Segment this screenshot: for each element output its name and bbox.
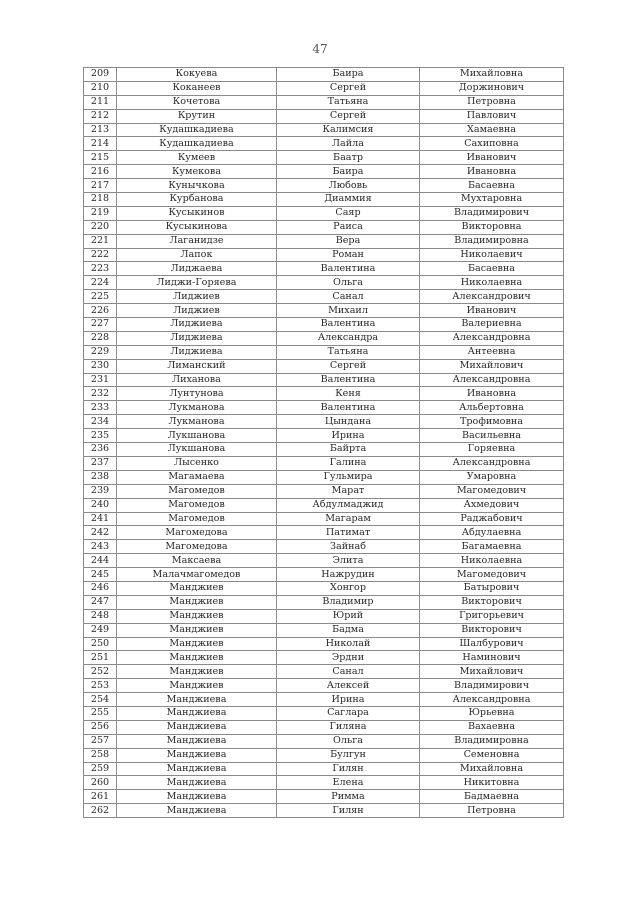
- first-name-cell: Николай: [277, 637, 420, 651]
- row-number-cell: 247: [84, 595, 117, 609]
- first-name-cell: Саяр: [277, 206, 420, 220]
- last-name-cell: Курбанова: [117, 193, 277, 207]
- row-number-cell: 231: [84, 373, 117, 387]
- table-row: [84, 679, 564, 693]
- patronymic-cell: Батырович: [420, 581, 564, 595]
- patronymic-cell: Павлович: [420, 109, 564, 123]
- table-row: [84, 234, 564, 248]
- first-name-cell: Баатр: [277, 151, 420, 165]
- row-number-cell: 213: [84, 123, 117, 137]
- table-row: [84, 373, 564, 387]
- table-row: [84, 193, 564, 207]
- last-name-cell: Коканеев: [117, 81, 277, 95]
- row-number-cell: 218: [84, 193, 117, 207]
- table-row: [84, 734, 564, 748]
- first-name-cell: Валентина: [277, 401, 420, 415]
- first-name-cell: Елена: [277, 776, 420, 790]
- page-number: 47: [312, 42, 328, 56]
- row-number-cell: 248: [84, 609, 117, 623]
- row-number-cell: 225: [84, 290, 117, 304]
- table-row: [84, 109, 564, 123]
- table-row: [84, 68, 564, 82]
- row-number-cell: 243: [84, 540, 117, 554]
- patronymic-cell: Петровна: [420, 804, 564, 818]
- patronymic-cell: Мухтаровна: [420, 193, 564, 207]
- last-name-cell: Магомедов: [117, 512, 277, 526]
- table-row: [84, 790, 564, 804]
- first-name-cell: Римма: [277, 790, 420, 804]
- patronymic-cell: Михайлович: [420, 359, 564, 373]
- row-number-cell: 227: [84, 318, 117, 332]
- row-number-cell: 235: [84, 429, 117, 443]
- table-row: [84, 151, 564, 165]
- patronymic-cell: Ивановна: [420, 387, 564, 401]
- last-name-cell: Манджиев: [117, 623, 277, 637]
- last-name-cell: Лукманова: [117, 401, 277, 415]
- first-name-cell: Санал: [277, 290, 420, 304]
- last-name-cell: Лукшанова: [117, 429, 277, 443]
- names-table-body: [84, 68, 564, 818]
- first-name-cell: Магарам: [277, 512, 420, 526]
- last-name-cell: Лиджи-Горяева: [117, 276, 277, 290]
- first-name-cell: Галина: [277, 456, 420, 470]
- first-name-cell: Валентина: [277, 318, 420, 332]
- first-name-cell: Баира: [277, 165, 420, 179]
- table-row: [84, 762, 564, 776]
- patronymic-cell: Доржинович: [420, 81, 564, 95]
- last-name-cell: Манджиева: [117, 706, 277, 720]
- last-name-cell: Лунтунова: [117, 387, 277, 401]
- last-name-cell: Манджиева: [117, 776, 277, 790]
- table-row: [84, 554, 564, 568]
- table-row: [84, 706, 564, 720]
- patronymic-cell: Валериевна: [420, 318, 564, 332]
- first-name-cell: Сергей: [277, 359, 420, 373]
- first-name-cell: Сергей: [277, 109, 420, 123]
- table-row: [84, 276, 564, 290]
- last-name-cell: Манджиев: [117, 679, 277, 693]
- last-name-cell: Манджиев: [117, 595, 277, 609]
- patronymic-cell: Раджабович: [420, 512, 564, 526]
- table-row: [84, 206, 564, 220]
- table-row: [84, 568, 564, 582]
- last-name-cell: Кусыкинова: [117, 220, 277, 234]
- row-number-cell: 220: [84, 220, 117, 234]
- last-name-cell: Лиджиева: [117, 318, 277, 332]
- first-name-cell: Раиса: [277, 220, 420, 234]
- first-name-cell: Марат: [277, 484, 420, 498]
- table-row: [84, 290, 564, 304]
- row-number-cell: 234: [84, 415, 117, 429]
- patronymic-cell: Никитовна: [420, 776, 564, 790]
- table-row: [84, 262, 564, 276]
- last-name-cell: Лиманский: [117, 359, 277, 373]
- row-number-cell: 242: [84, 526, 117, 540]
- last-name-cell: Лысенко: [117, 456, 277, 470]
- first-name-cell: Ольга: [277, 734, 420, 748]
- first-name-cell: Зайнаб: [277, 540, 420, 554]
- table-row: [84, 609, 564, 623]
- row-number-cell: 229: [84, 345, 117, 359]
- first-name-cell: Калимсия: [277, 123, 420, 137]
- patronymic-cell: Иванович: [420, 304, 564, 318]
- row-number-cell: 219: [84, 206, 117, 220]
- first-name-cell: Гилян: [277, 804, 420, 818]
- first-name-cell: Бадма: [277, 623, 420, 637]
- patronymic-cell: Владимировна: [420, 234, 564, 248]
- first-name-cell: Цындана: [277, 415, 420, 429]
- patronymic-cell: Николаевна: [420, 276, 564, 290]
- row-number-cell: 239: [84, 484, 117, 498]
- first-name-cell: Саглара: [277, 706, 420, 720]
- patronymic-cell: Антеевна: [420, 345, 564, 359]
- patronymic-cell: Магомедович: [420, 484, 564, 498]
- row-number-cell: 245: [84, 568, 117, 582]
- patronymic-cell: Владимирович: [420, 679, 564, 693]
- first-name-cell: Роман: [277, 248, 420, 262]
- row-number-cell: 240: [84, 498, 117, 512]
- row-number-cell: 257: [84, 734, 117, 748]
- patronymic-cell: Михайловна: [420, 762, 564, 776]
- first-name-cell: Байрта: [277, 443, 420, 457]
- table-row: [84, 401, 564, 415]
- row-number-cell: 217: [84, 179, 117, 193]
- first-name-cell: Юрий: [277, 609, 420, 623]
- row-number-cell: 209: [84, 68, 117, 82]
- patronymic-cell: Басаевна: [420, 179, 564, 193]
- last-name-cell: Манджиев: [117, 637, 277, 651]
- last-name-cell: Лаганидзе: [117, 234, 277, 248]
- patronymic-cell: Михайловна: [420, 68, 564, 82]
- first-name-cell: Кеня: [277, 387, 420, 401]
- last-name-cell: Лиханова: [117, 373, 277, 387]
- table-row: [84, 748, 564, 762]
- last-name-cell: Манджиев: [117, 665, 277, 679]
- last-name-cell: Лукшанова: [117, 443, 277, 457]
- first-name-cell: Гиляна: [277, 720, 420, 734]
- first-name-cell: Александра: [277, 331, 420, 345]
- first-name-cell: Санал: [277, 665, 420, 679]
- last-name-cell: Малачмагомедов: [117, 568, 277, 582]
- last-name-cell: Лиджиев: [117, 290, 277, 304]
- last-name-cell: Манджиева: [117, 804, 277, 818]
- patronymic-cell: Александровна: [420, 456, 564, 470]
- patronymic-cell: Альбертовна: [420, 401, 564, 415]
- table-row: [84, 581, 564, 595]
- row-number-cell: 210: [84, 81, 117, 95]
- table-row: [84, 248, 564, 262]
- first-name-cell: Сергей: [277, 81, 420, 95]
- first-name-cell: Любовь: [277, 179, 420, 193]
- row-number-cell: 254: [84, 693, 117, 707]
- row-number-cell: 256: [84, 720, 117, 734]
- last-name-cell: Кумеев: [117, 151, 277, 165]
- row-number-cell: 249: [84, 623, 117, 637]
- patronymic-cell: Александровна: [420, 331, 564, 345]
- first-name-cell: Алексей: [277, 679, 420, 693]
- last-name-cell: Кокуева: [117, 68, 277, 82]
- names-table: [83, 67, 564, 818]
- last-name-cell: Манджиев: [117, 651, 277, 665]
- first-name-cell: Патимат: [277, 526, 420, 540]
- table-row: [84, 123, 564, 137]
- last-name-cell: Магомедова: [117, 526, 277, 540]
- first-name-cell: Диаммия: [277, 193, 420, 207]
- patronymic-cell: Умаровна: [420, 470, 564, 484]
- row-number-cell: 238: [84, 470, 117, 484]
- first-name-cell: Ирина: [277, 429, 420, 443]
- first-name-cell: Лайла: [277, 137, 420, 151]
- patronymic-cell: Григорьевич: [420, 609, 564, 623]
- row-number-cell: 228: [84, 331, 117, 345]
- last-name-cell: Лиджиева: [117, 331, 277, 345]
- row-number-cell: 236: [84, 443, 117, 457]
- table-row: [84, 498, 564, 512]
- row-number-cell: 259: [84, 762, 117, 776]
- first-name-cell: Ольга: [277, 276, 420, 290]
- row-number-cell: 244: [84, 554, 117, 568]
- table-row: [84, 526, 564, 540]
- patronymic-cell: Семеновна: [420, 748, 564, 762]
- patronymic-cell: Багамаевна: [420, 540, 564, 554]
- table-row: [84, 165, 564, 179]
- table-row: [84, 776, 564, 790]
- patronymic-cell: Владимирович: [420, 206, 564, 220]
- row-number-cell: 223: [84, 262, 117, 276]
- patronymic-cell: Николаевич: [420, 248, 564, 262]
- first-name-cell: Вера: [277, 234, 420, 248]
- last-name-cell: Манджиева: [117, 790, 277, 804]
- patronymic-cell: Басаевна: [420, 262, 564, 276]
- patronymic-cell: Васильевна: [420, 429, 564, 443]
- first-name-cell: Абдулмаджид: [277, 498, 420, 512]
- row-number-cell: 230: [84, 359, 117, 373]
- last-name-cell: Манджиева: [117, 734, 277, 748]
- row-number-cell: 233: [84, 401, 117, 415]
- row-number-cell: 226: [84, 304, 117, 318]
- patronymic-cell: Хамаевна: [420, 123, 564, 137]
- table-row: [84, 693, 564, 707]
- last-name-cell: Магамаева: [117, 470, 277, 484]
- last-name-cell: Манджиева: [117, 720, 277, 734]
- first-name-cell: Ирина: [277, 693, 420, 707]
- table-row: [84, 345, 564, 359]
- first-name-cell: Владимир: [277, 595, 420, 609]
- patronymic-cell: Николаевна: [420, 554, 564, 568]
- last-name-cell: Кудашкадиева: [117, 137, 277, 151]
- patronymic-cell: Горяевна: [420, 443, 564, 457]
- last-name-cell: Манджиева: [117, 748, 277, 762]
- row-number-cell: 251: [84, 651, 117, 665]
- patronymic-cell: Шалбурович: [420, 637, 564, 651]
- table-row: [84, 443, 564, 457]
- patronymic-cell: Викторовна: [420, 220, 564, 234]
- last-name-cell: Максаева: [117, 554, 277, 568]
- first-name-cell: Эрдни: [277, 651, 420, 665]
- row-number-cell: 255: [84, 706, 117, 720]
- table-row: [84, 415, 564, 429]
- table-row: [84, 651, 564, 665]
- patronymic-cell: Трофимовна: [420, 415, 564, 429]
- first-name-cell: Баира: [277, 68, 420, 82]
- last-name-cell: Лиджиев: [117, 304, 277, 318]
- row-number-cell: 260: [84, 776, 117, 790]
- table-row: [84, 429, 564, 443]
- first-name-cell: Нажрудин: [277, 568, 420, 582]
- last-name-cell: Лукманова: [117, 415, 277, 429]
- first-name-cell: Валентина: [277, 262, 420, 276]
- last-name-cell: Магомедов: [117, 498, 277, 512]
- patronymic-cell: Ахмедович: [420, 498, 564, 512]
- patronymic-cell: Иванович: [420, 151, 564, 165]
- row-number-cell: 262: [84, 804, 117, 818]
- last-name-cell: Лапок: [117, 248, 277, 262]
- patronymic-cell: Александровна: [420, 373, 564, 387]
- last-name-cell: Кунычкова: [117, 179, 277, 193]
- table-row: [84, 331, 564, 345]
- row-number-cell: 261: [84, 790, 117, 804]
- last-name-cell: Крутин: [117, 109, 277, 123]
- last-name-cell: Кусыкинов: [117, 206, 277, 220]
- row-number-cell: 258: [84, 748, 117, 762]
- row-number-cell: 246: [84, 581, 117, 595]
- table-row: [84, 470, 564, 484]
- row-number-cell: 250: [84, 637, 117, 651]
- row-number-cell: 221: [84, 234, 117, 248]
- first-name-cell: Хонгор: [277, 581, 420, 595]
- patronymic-cell: Сахиповна: [420, 137, 564, 151]
- row-number-cell: 253: [84, 679, 117, 693]
- last-name-cell: Кумекова: [117, 165, 277, 179]
- patronymic-cell: Петровна: [420, 95, 564, 109]
- patronymic-cell: Александрович: [420, 290, 564, 304]
- table-row: [84, 804, 564, 818]
- last-name-cell: Лиджаева: [117, 262, 277, 276]
- patronymic-cell: Юрьевна: [420, 706, 564, 720]
- table-row: [84, 179, 564, 193]
- table-row: [84, 359, 564, 373]
- table-row: [84, 456, 564, 470]
- last-name-cell: Манджиева: [117, 693, 277, 707]
- table-row: [84, 665, 564, 679]
- last-name-cell: Манджиева: [117, 762, 277, 776]
- row-number-cell: 241: [84, 512, 117, 526]
- first-name-cell: Валентина: [277, 373, 420, 387]
- table-row: [84, 304, 564, 318]
- first-name-cell: Татьяна: [277, 345, 420, 359]
- row-number-cell: 232: [84, 387, 117, 401]
- first-name-cell: Татьяна: [277, 95, 420, 109]
- last-name-cell: Манджиев: [117, 609, 277, 623]
- first-name-cell: Михаил: [277, 304, 420, 318]
- patronymic-cell: Наминович: [420, 651, 564, 665]
- last-name-cell: Лиджиева: [117, 345, 277, 359]
- first-name-cell: Булгун: [277, 748, 420, 762]
- first-name-cell: Гилян: [277, 762, 420, 776]
- row-number-cell: 211: [84, 95, 117, 109]
- last-name-cell: Магомедов: [117, 484, 277, 498]
- row-number-cell: 252: [84, 665, 117, 679]
- row-number-cell: 222: [84, 248, 117, 262]
- first-name-cell: Гульмира: [277, 470, 420, 484]
- row-number-cell: 224: [84, 276, 117, 290]
- patronymic-cell: Абдулаевна: [420, 526, 564, 540]
- patronymic-cell: Владимировна: [420, 734, 564, 748]
- patronymic-cell: Магомедович: [420, 568, 564, 582]
- table-row: [84, 595, 564, 609]
- table-row: [84, 220, 564, 234]
- table-row: [84, 81, 564, 95]
- patronymic-cell: Викторович: [420, 623, 564, 637]
- patronymic-cell: Александровна: [420, 693, 564, 707]
- table-row: [84, 540, 564, 554]
- patronymic-cell: Ивановна: [420, 165, 564, 179]
- table-row: [84, 318, 564, 332]
- table-row: [84, 95, 564, 109]
- row-number-cell: 212: [84, 109, 117, 123]
- row-number-cell: 215: [84, 151, 117, 165]
- table-row: [84, 387, 564, 401]
- last-name-cell: Магомедова: [117, 540, 277, 554]
- row-number-cell: 216: [84, 165, 117, 179]
- table-row: [84, 137, 564, 151]
- patronymic-cell: Бадмаевна: [420, 790, 564, 804]
- row-number-cell: 214: [84, 137, 117, 151]
- patronymic-cell: Михайлович: [420, 665, 564, 679]
- patronymic-cell: Вахаевна: [420, 720, 564, 734]
- last-name-cell: Кудашкадиева: [117, 123, 277, 137]
- patronymic-cell: Викторович: [420, 595, 564, 609]
- table-row: [84, 623, 564, 637]
- table-row: [84, 484, 564, 498]
- table-row: [84, 720, 564, 734]
- table-row: [84, 512, 564, 526]
- last-name-cell: Манджиев: [117, 581, 277, 595]
- first-name-cell: Элита: [277, 554, 420, 568]
- table-row: [84, 637, 564, 651]
- last-name-cell: Кочетова: [117, 95, 277, 109]
- row-number-cell: 237: [84, 456, 117, 470]
